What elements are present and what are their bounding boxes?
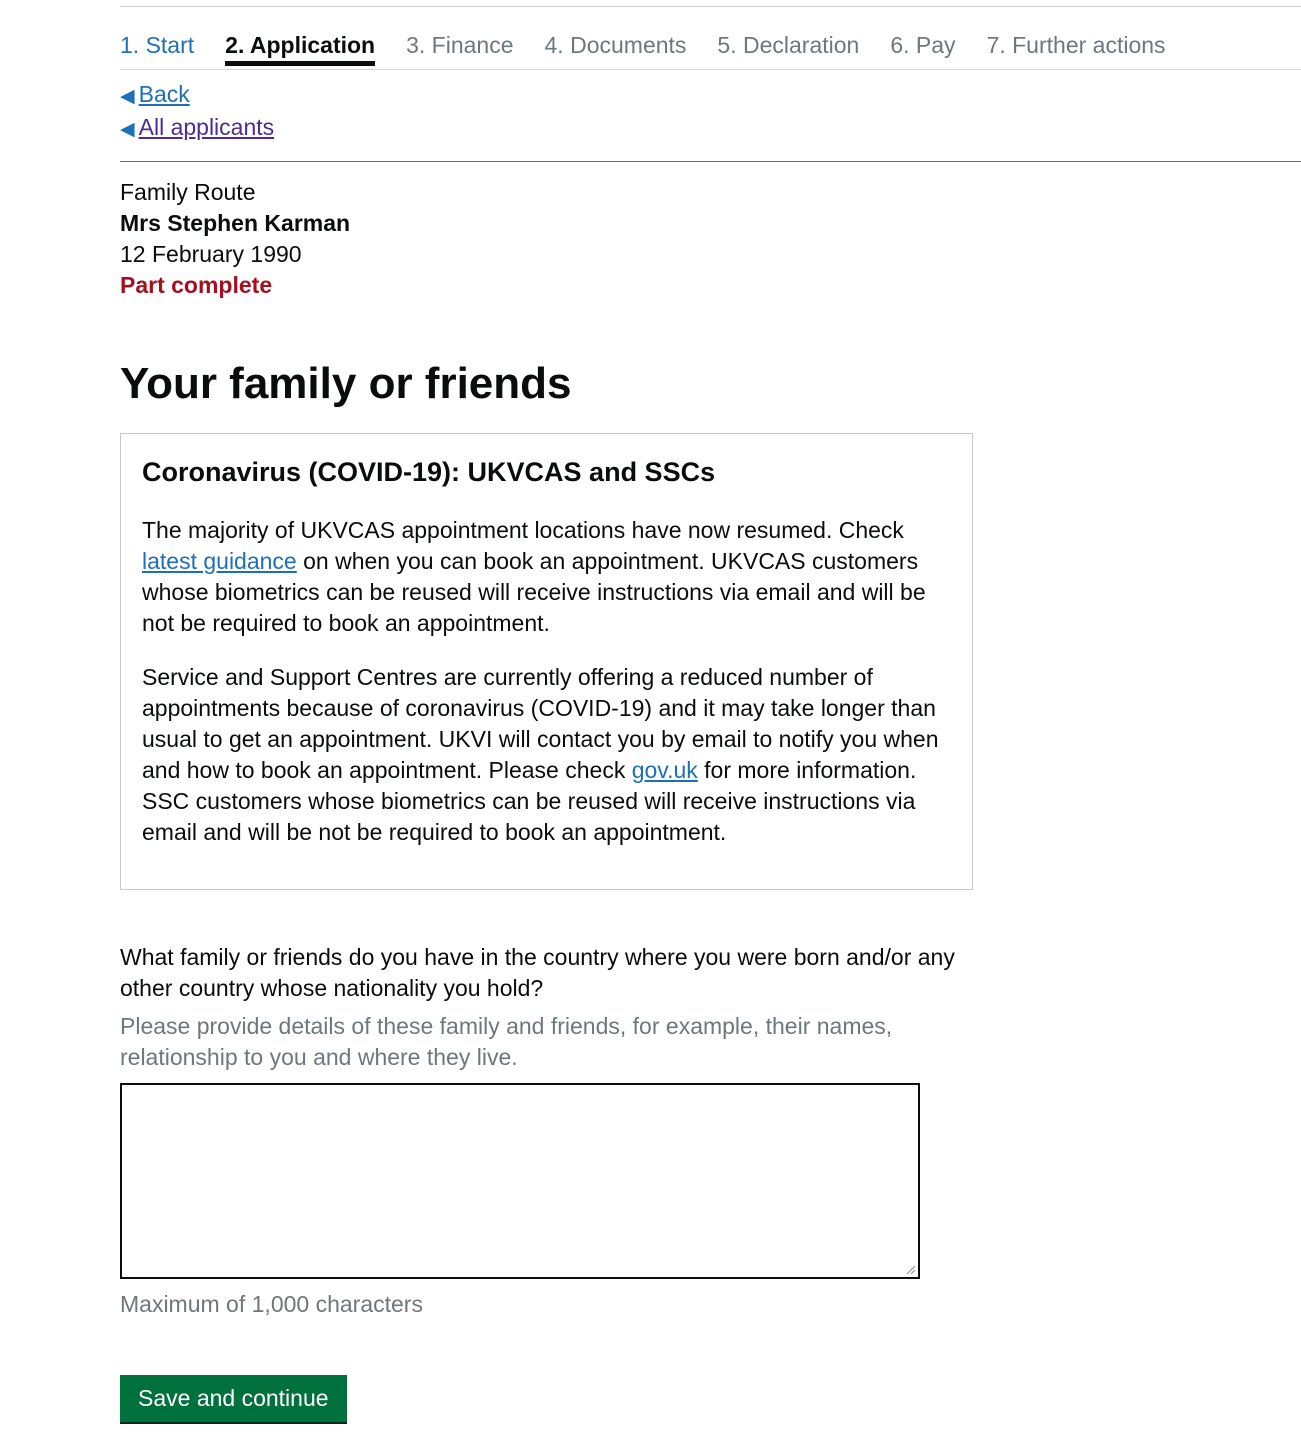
top-rule — [120, 6, 1301, 7]
step-further-actions: 7. Further actions — [986, 32, 1166, 58]
notice-paragraph-2: Service and Support Centres are currently offering a reduced number of appointments because of coronavirus (COVID-19) and it may take longer than usual to get an appointment. UKVI will contact you by email to notify you when and how to book an appointment. Please check gov.uk for more information. SSC customers whose biometrics can be reused will receive instructions via email and will be not be required to book an appointment. — [142, 664, 939, 845]
back-link[interactable]: Back — [138, 81, 190, 107]
latest-guidance-link[interactable]: latest guidance — [142, 548, 297, 574]
family-question — [120, 942, 960, 1073]
back-arrow-icon: ◀ — [120, 119, 135, 140]
page-title: Your family or friends — [120, 359, 572, 408]
applicant-name: Mrs Stephen Karman — [120, 210, 351, 236]
step-declaration: 5. Declaration — [717, 32, 860, 58]
resize-grip-icon[interactable] — [906, 1265, 916, 1275]
back-arrow-icon: ◀ — [120, 86, 135, 107]
family-details-textarea[interactable] — [120, 1083, 920, 1279]
back-links — [120, 79, 274, 145]
step-finance: 3. Finance — [406, 32, 514, 58]
all-applicants-link[interactable]: All applicants — [138, 114, 275, 140]
back-link-row — [120, 79, 274, 112]
applicant-summary — [120, 177, 350, 301]
step-start[interactable]: 1. Start — [120, 32, 195, 58]
question-hint: Please provide details of these family and friends, for example, their names, relationship to you and where they live. — [120, 1013, 893, 1070]
step-documents: 4. Documents — [544, 32, 687, 58]
status-badge: Part complete — [120, 272, 273, 298]
notice-title: Coronavirus (COVID-19): UKVCAS and SSCs — [142, 457, 716, 487]
all-applicants-link-row — [120, 112, 274, 145]
character-count: Maximum of 1,000 characters — [120, 1291, 423, 1317]
notice-paragraph-1: The majority of UKVCAS appointment locations have now resumed. Check latest guidance on when you can book an appointment. UKVCAS customers whose biometrics can be reused will receive instructions via email and will be not be required to book an appointment. — [142, 517, 926, 636]
save-and-continue-button[interactable]: Save and continue — [120, 1375, 347, 1422]
question-label: What family or friends do you have in the country where you were born and/or any other country whose nationality you hold? — [120, 944, 955, 1001]
step-pay: 6. Pay — [890, 32, 956, 58]
covid-notice — [120, 433, 973, 890]
progress-steps — [120, 28, 1301, 70]
section-divider — [120, 161, 1301, 162]
applicant-dob: 12 February 1990 — [120, 241, 302, 267]
step-application: 2. Application — [225, 28, 375, 66]
route-name: Family Route — [120, 179, 256, 205]
gov-uk-link[interactable]: gov.uk — [631, 757, 698, 783]
